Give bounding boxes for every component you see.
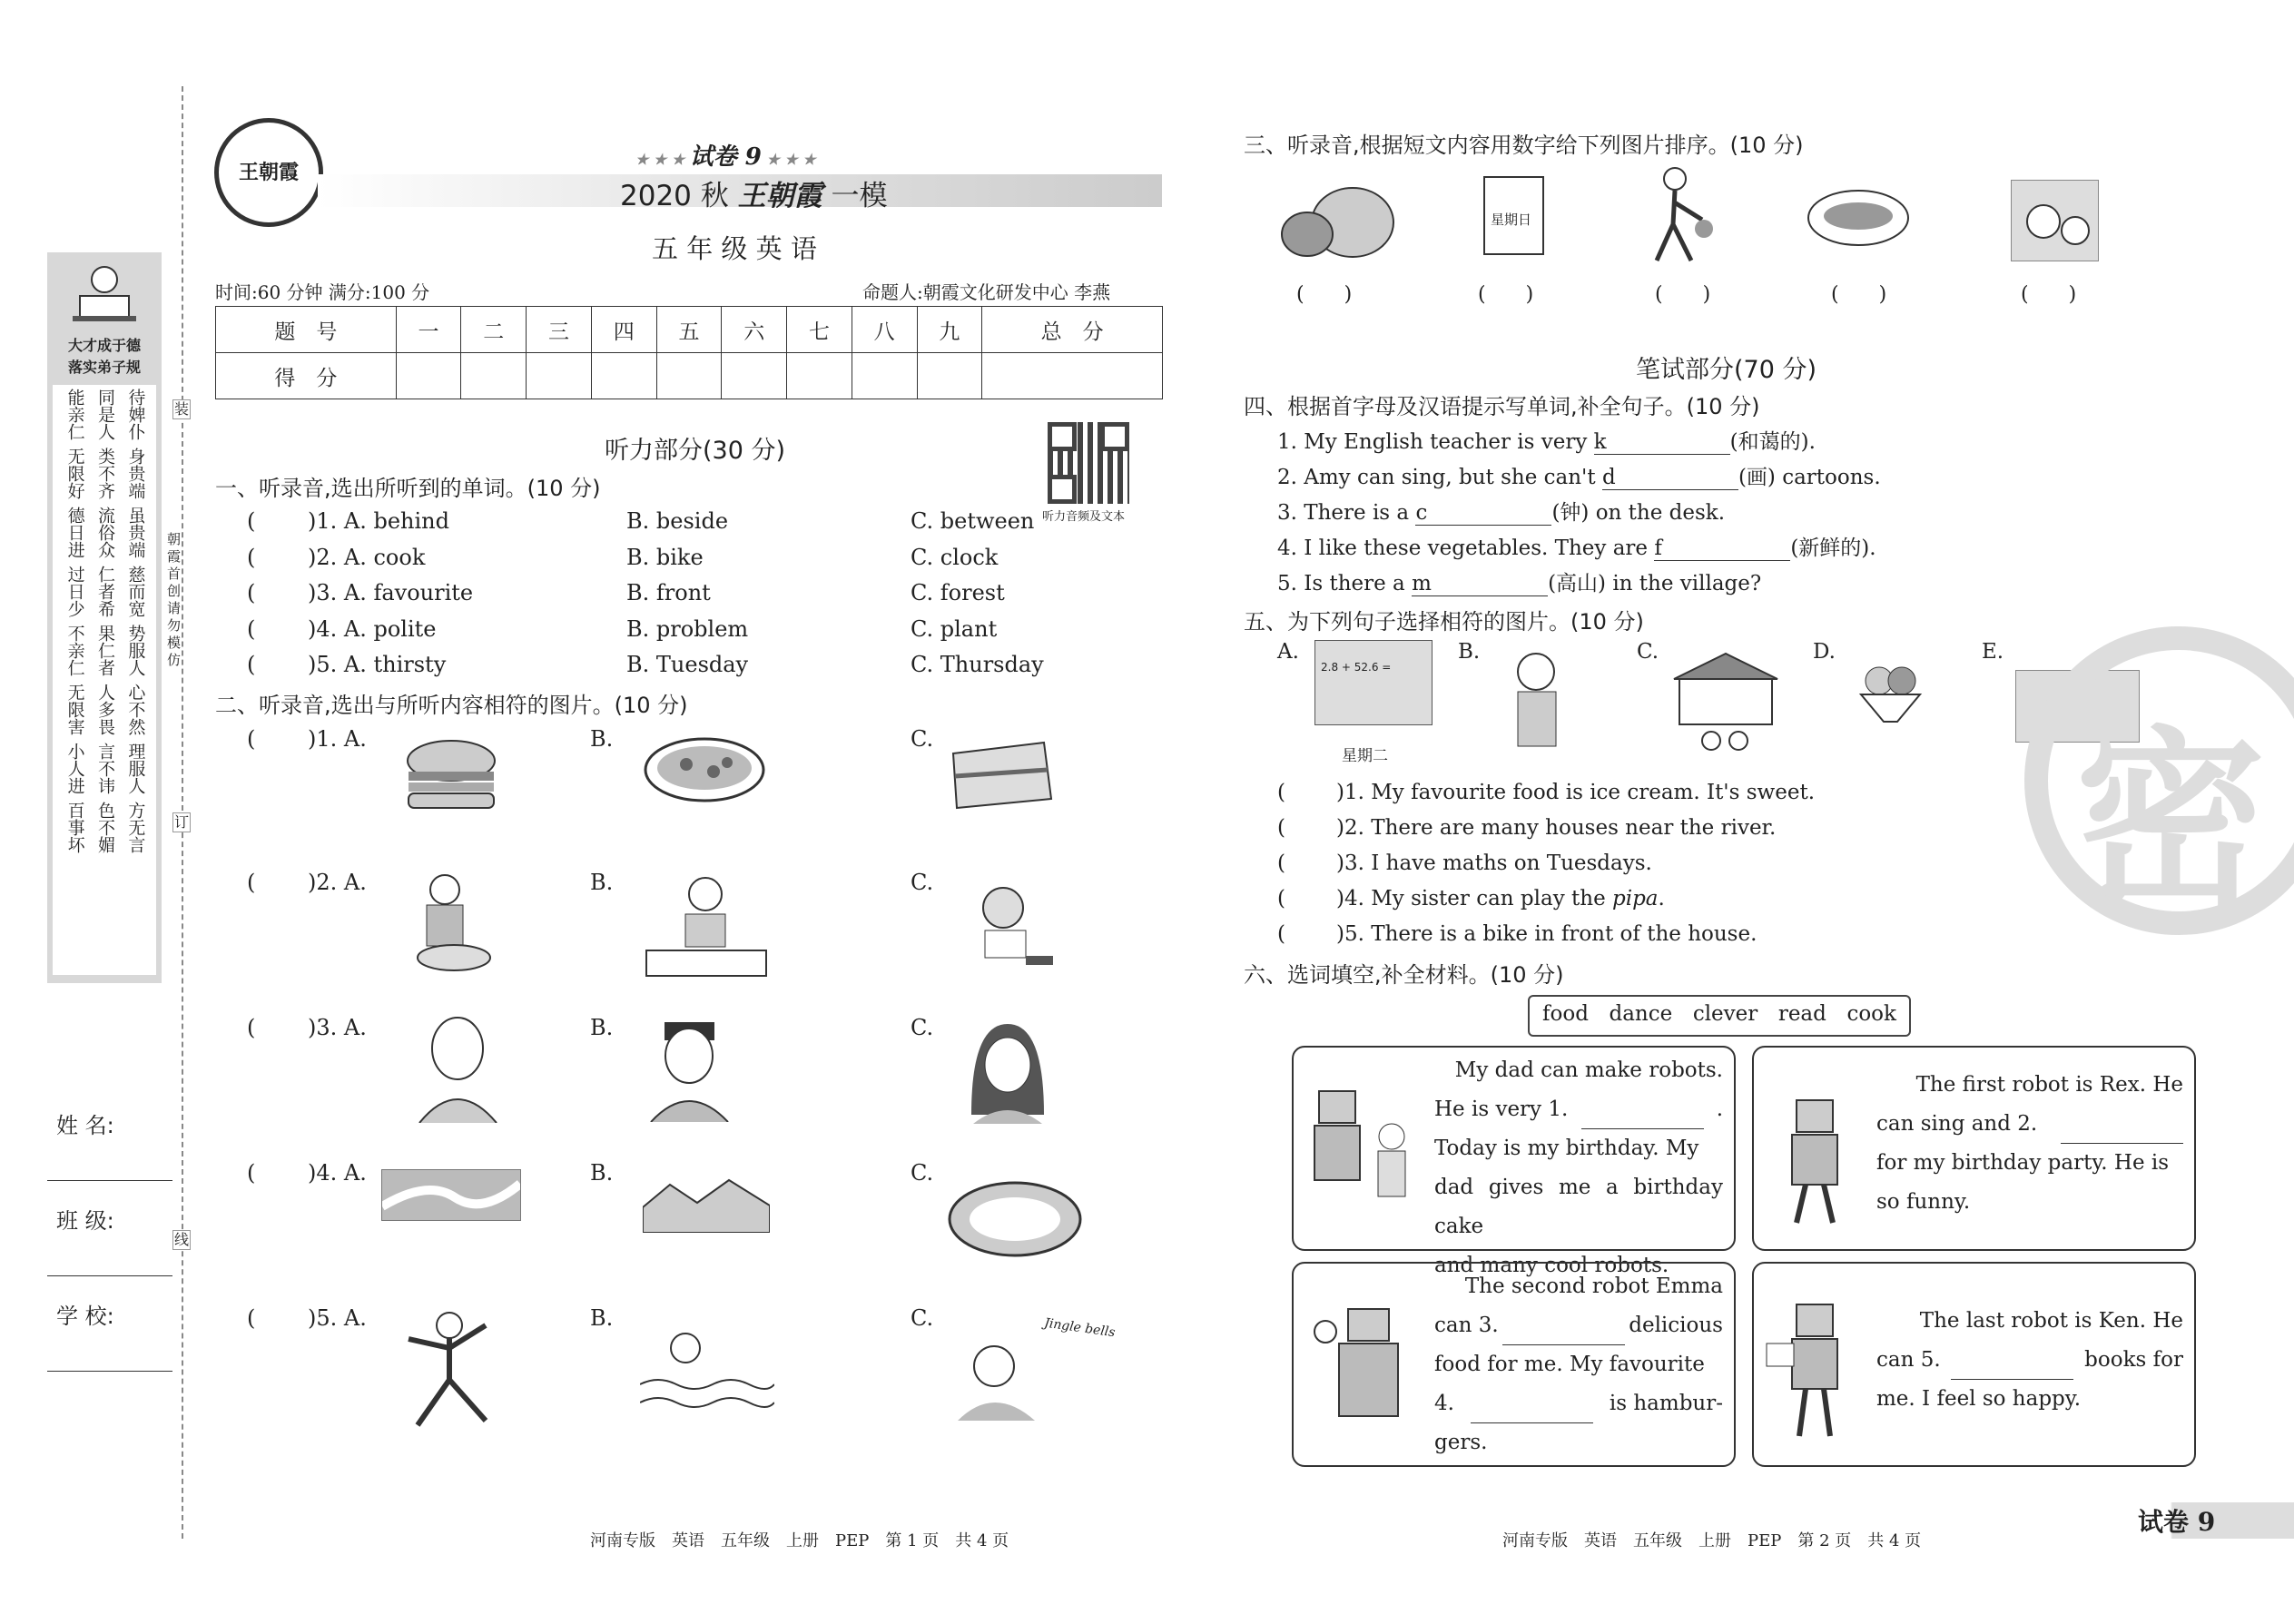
word-box-word: food: [1542, 1002, 1589, 1026]
sec4-question: 5. Is there a m (高山) in the village?: [1277, 572, 1762, 595]
sec3-answer-blank[interactable]: ( ): [1478, 283, 1534, 306]
poem-cell: 虽贵端: [125, 507, 146, 558]
sec1-option-b: B. Tuesday: [626, 652, 749, 677]
answer-paren[interactable]: (: [247, 580, 256, 605]
poem-cell: 言不讳: [94, 743, 115, 794]
sec4-answer-field[interactable]: d: [1602, 466, 1738, 490]
word-box-word: dance: [1609, 1002, 1673, 1026]
score-input-cell[interactable]: [461, 353, 527, 399]
score-header-cell: 四: [591, 307, 656, 353]
author-info: 命题人:朝霞文化研发中心 李燕: [862, 281, 1111, 303]
poem-cell: 百事坏: [64, 802, 85, 853]
sec2-option-a-label: )1. A.: [308, 726, 367, 752]
pic-pandas: [2011, 180, 2099, 261]
title-brand: 王朝霞: [737, 180, 822, 212]
sec5-sentence: )1. My favourite food is ice cream. It's sweet.: [1336, 781, 1816, 804]
pic-drawing: [962, 876, 1062, 976]
score-input-cell[interactable]: [982, 353, 1163, 399]
score-header-cell: 总 分: [982, 307, 1163, 353]
binding-mark-2: 订: [173, 813, 189, 831]
sec4-answer-field[interactable]: f: [1654, 536, 1790, 561]
robot-illustration-2: [1765, 1082, 1865, 1227]
footer-left: 河南专版 英语 五年级 上册 PEP 第 1 页 共 4 页: [590, 1531, 1009, 1550]
word-box: [1528, 995, 1911, 1037]
school-label: 学 校:: [56, 1304, 114, 1329]
sec2-option-a-label: )4. A.: [308, 1160, 367, 1186]
answer-paren[interactable]: (: [247, 616, 256, 642]
sec2-option-c-label: C.: [911, 726, 934, 752]
answer-paren[interactable]: (: [1277, 816, 1285, 840]
slogan-2: 落实弟子规: [67, 359, 141, 376]
poem-cell: 仁者希: [94, 566, 115, 617]
story-3-text: The second robot Emma can 3. delicious food for me. My favourite 4. is hambur- gers.: [1434, 1275, 1723, 1454]
series-text: 试卷 9: [689, 143, 762, 171]
score-header-cell: 一: [396, 307, 461, 353]
sec4-question: 2. Amy can sing, but she can't d (画) cartoons.: [1277, 466, 1881, 489]
name-field[interactable]: [47, 1180, 172, 1181]
poem-cell: 德日进: [64, 507, 85, 558]
poem-cell: 理服人: [125, 743, 146, 794]
exam-subtitle: 五 年 级 英 语: [652, 233, 817, 264]
poem-box: [53, 385, 156, 975]
pic-salad: [641, 735, 768, 812]
score-header-cell: 三: [527, 307, 592, 353]
score-header-cell: 题 号: [216, 307, 397, 353]
score-input-cell[interactable]: [852, 353, 917, 399]
story-4-blank-5[interactable]: [1951, 1341, 2073, 1380]
story-box-2: [1752, 1046, 2196, 1251]
sec2-option-b-label: B.: [590, 1160, 614, 1186]
sec5-title: 五、为下列句子选择相符的图片。(10 分): [1244, 609, 1644, 635]
sec1-option-b: B. beside: [626, 508, 729, 534]
sec2-option-c-label: C.: [911, 870, 934, 895]
sec2-option-c-label: C.: [911, 1015, 934, 1040]
sec1-option-c: C. plant: [911, 616, 998, 642]
story-3-blank-4[interactable]: [1471, 1384, 1593, 1423]
score-header-cell: 二: [461, 307, 527, 353]
poem-cell: 同是人: [94, 389, 115, 440]
sec5-pic-b: [1498, 645, 1575, 755]
poem-cell: 不亲仁: [64, 625, 85, 676]
poem-cell: 无限害: [64, 684, 85, 735]
pic-mountains: [643, 1171, 770, 1233]
sec1-option-c: C. clock: [911, 545, 999, 570]
poem-cell: 过日少: [64, 566, 85, 617]
sec5-option-label: A.: [1277, 640, 1299, 664]
answer-paren[interactable]: (: [1277, 922, 1285, 946]
answer-paren[interactable]: (: [247, 545, 256, 570]
score-input-cell[interactable]: [787, 353, 852, 399]
sec5-pic-d: [1852, 658, 1929, 735]
scholar-illustration: [67, 260, 142, 330]
listening-heading: 听力部分(30 分): [605, 437, 786, 465]
poem-cell: 无限好: [64, 448, 85, 499]
pic-young-man: [646, 1015, 733, 1122]
score-label-cell: 得 分: [216, 353, 397, 399]
answer-paren[interactable]: (: [1277, 781, 1285, 804]
poem-cell: 势服人: [125, 625, 146, 676]
poem-cell: 人多畏: [94, 684, 115, 735]
robot-illustration-3: [1303, 1291, 1421, 1445]
sec5-option-label: C.: [1637, 640, 1659, 664]
robot-illustration-1: [1301, 1082, 1428, 1218]
sec2-option-a-label: )3. A.: [308, 1015, 367, 1040]
jingle-text: Jingle bells: [1043, 1315, 1117, 1341]
poem-cell: 身贵端: [125, 448, 146, 499]
slogan-1: 大才成于德: [67, 337, 141, 354]
sec1-option-a: )2. A. cook: [308, 545, 426, 570]
answer-paren[interactable]: (: [1277, 887, 1285, 910]
pic-sandwich: [944, 735, 1058, 817]
sec2-option-b-label: B.: [590, 870, 614, 895]
poem-cell: 待婢仆: [125, 389, 146, 440]
footer-right: 河南专版 英语 五年级 上册 PEP 第 2 页 共 4 页: [1502, 1531, 1922, 1550]
pic-grandpa: [410, 1012, 506, 1123]
answer-paren[interactable]: (: [247, 1160, 256, 1186]
sec4-answer-field[interactable]: k: [1594, 430, 1730, 455]
story-4-text: The last robot is Ken. He can 5. books for me. I feel so happy.: [1876, 1309, 2183, 1411]
poem-cell: 方无言: [125, 802, 146, 853]
pic-kungfu: [399, 1307, 499, 1434]
sec2-option-b-label: B.: [590, 1305, 614, 1331]
sec1-option-c: C. forest: [911, 580, 1005, 605]
sec2-option-b-label: B.: [590, 1015, 614, 1040]
sec5-sentence: )2. There are many houses near the river.: [1336, 816, 1777, 840]
time-info: 时间:60 分钟 满分:100 分: [215, 281, 430, 303]
sec1-option-a: )3. A. favourite: [308, 580, 474, 605]
pic-calendar: [1480, 168, 1548, 259]
score-input-cell[interactable]: [656, 353, 722, 399]
series-label: ★ ★ ★ 试卷 9 ★ ★ ★: [635, 143, 816, 171]
poem-grid: [60, 389, 151, 861]
qr-code[interactable]: [1048, 422, 1129, 504]
binding-mark-1: 装: [173, 400, 189, 418]
score-header-cell: 五: [656, 307, 722, 353]
pic-lake: [944, 1165, 1085, 1260]
sec5-pic-c: [1670, 652, 1781, 753]
sec5-sentence: )4. My sister can play the pipa.: [1336, 887, 1665, 910]
slogan-panel: [47, 252, 162, 983]
story-1-blank-1[interactable]: [1581, 1090, 1704, 1129]
score-input-cell[interactable]: [917, 353, 982, 399]
answer-paren[interactable]: (: [247, 652, 256, 677]
sec4-answer-field[interactable]: c: [1415, 501, 1551, 526]
sec1-option-b: B. front: [626, 580, 711, 605]
score-table-score-row: [216, 353, 1163, 399]
class-field[interactable]: [47, 1275, 172, 1276]
sec4-title: 四、根据首字母及汉语提示写单词,补全句子。(10 分): [1244, 394, 1760, 419]
score-input-cell[interactable]: [527, 353, 592, 399]
sec5-pic-a: 2.8 + 52.6 =: [1314, 640, 1433, 725]
logo-text: 王朝霞: [238, 161, 299, 184]
calendar-text: 星期日: [1491, 212, 1532, 228]
word-box-words: [1542, 1002, 1896, 1026]
sec3-title: 三、听录音,根据短文内容用数字给下列图片排序。(10 分): [1244, 133, 1804, 158]
exam-title: [620, 172, 887, 213]
poem-cell: 果仁者: [94, 625, 115, 676]
sec1-option-b: B. bike: [626, 545, 704, 570]
school-field[interactable]: [47, 1371, 172, 1372]
sec5-option-label: E.: [1982, 640, 2004, 664]
sec2-option-b-label: B.: [590, 726, 614, 752]
word-box-word: read: [1777, 1002, 1826, 1026]
sec4-question: 4. I like these vegetables. They are f (新鲜的).: [1277, 536, 1876, 560]
sec3-answer-blank[interactable]: ( ): [1296, 283, 1353, 306]
binding-note: 朝霞首创 请勿模仿: [167, 531, 182, 668]
score-header-cell: 六: [722, 307, 787, 353]
sec3-answer-blank[interactable]: ( ): [1655, 283, 1711, 306]
binding-mark-3: 线: [173, 1231, 189, 1248]
name-label: 姓 名:: [56, 1113, 114, 1138]
sec2-option-c-label: C.: [911, 1305, 934, 1331]
pic-reading: [642, 867, 771, 980]
qr-caption: 听力音频及文本: [1042, 510, 1126, 524]
written-heading: 笔试部分(70 分): [1636, 356, 1817, 384]
brand-logo: [214, 118, 323, 227]
title-prefix: 2020 秋: [620, 180, 729, 212]
story-box-4: [1752, 1262, 2196, 1467]
story-2-text: The first robot is Rex. He can sing and 2. for my birthday party. He is so funny.: [1876, 1073, 2183, 1214]
sec5-option-label: D.: [1813, 640, 1836, 664]
score-input-cell[interactable]: [396, 353, 461, 399]
word-box-word: cook: [1846, 1002, 1896, 1026]
sec5-sentence: )3. I have maths on Tuesdays.: [1336, 851, 1652, 875]
score-input-cell[interactable]: [722, 353, 787, 399]
pic-swimming: [640, 1321, 774, 1421]
robot-illustration-4: [1765, 1291, 1865, 1445]
poem-cell: 类不齐: [94, 448, 115, 499]
sec1-option-a: )1. A. behind: [308, 508, 449, 534]
confidential-watermark: 密: [2024, 626, 2294, 935]
page-tab-text: 试卷 9: [2138, 1507, 2216, 1537]
sec2-title: 二、听录音,选出与所听内容相符的图片。(10 分): [215, 693, 688, 718]
answer-paren[interactable]: (: [247, 508, 256, 534]
answer-paren[interactable]: (: [247, 726, 256, 752]
page-tab: [2088, 1502, 2294, 1539]
answer-paren[interactable]: (: [1277, 851, 1285, 875]
pic-woman: [962, 1015, 1053, 1124]
pic-hamburger: [401, 735, 501, 817]
word-box-word: clever: [1692, 1002, 1758, 1026]
sec5-sentence: )5. There is a bike in front of the house.: [1336, 922, 1757, 946]
pic-fish: [1807, 182, 1911, 250]
sec1-option-b: B. problem: [626, 616, 749, 642]
sec1-option-a: )4. A. polite: [308, 616, 437, 642]
sec2-option-a-label: )5. A.: [308, 1305, 367, 1331]
score-input-cell[interactable]: [591, 353, 656, 399]
poem-cell: 小人进: [64, 743, 85, 794]
pic-fruit: [1275, 172, 1398, 263]
story-1-text: My dad can make robots. He is very 1. . Today is my birthday. My dad gives me a birthday cake and many cool robots.: [1434, 1058, 1723, 1277]
poem-cell: 心不然: [125, 684, 146, 735]
answer-paren[interactable]: (: [247, 1305, 256, 1331]
sec1-option-c: C. Thursday: [911, 652, 1044, 677]
pic-basketball: [1639, 165, 1716, 263]
story-box-3: [1292, 1262, 1736, 1467]
sec3-answer-blank[interactable]: ( ): [1831, 283, 1887, 306]
class-label: 班 级:: [56, 1208, 114, 1234]
story-3-blank-3[interactable]: [1502, 1306, 1625, 1345]
title-suffix: 一模: [831, 180, 888, 212]
poem-cell: 能亲仁: [64, 389, 85, 440]
sec5-option-label: B.: [1458, 640, 1481, 664]
sec4-question: 1. My English teacher is very k (和蔼的).: [1277, 430, 1816, 454]
score-header-cell: 九: [917, 307, 982, 353]
sec1-option-c: C. between: [911, 508, 1035, 534]
sec2-option-c-label: C.: [911, 1160, 934, 1186]
sec1-option-a: )5. A. thirsty: [308, 652, 447, 677]
story-2-blank-2[interactable]: [2061, 1105, 2183, 1144]
score-header-cell: 七: [787, 307, 852, 353]
answer-paren[interactable]: (: [247, 870, 256, 895]
sec6-title: 六、选词填空,补全材料。(10 分): [1244, 962, 1564, 988]
score-header-cell: 八: [852, 307, 917, 353]
poem-cell: 慈而宽: [125, 566, 146, 617]
sec1-title: 一、听录音,选出所听到的单词。(10 分): [215, 476, 601, 501]
story-box-1: [1292, 1046, 1736, 1277]
poem-cell: 色不媚: [94, 802, 115, 853]
poem-cell: 流俗众: [94, 507, 115, 558]
sec3-answer-blank[interactable]: ( ): [2021, 283, 2077, 306]
answer-paren[interactable]: (: [247, 1015, 256, 1040]
sec5-pic-a-caption: 星期二: [1342, 747, 1388, 765]
sec4-answer-field[interactable]: m: [1412, 572, 1548, 596]
pic-cooking: [399, 867, 495, 980]
score-table: [215, 306, 1163, 399]
sec2-option-a-label: )2. A.: [308, 870, 367, 895]
sec4-question: 3. There is a c (钟) on the desk.: [1277, 501, 1726, 525]
pic-river: [381, 1169, 521, 1221]
pic-singing: [953, 1315, 1117, 1421]
score-table-header-row: [216, 307, 1163, 353]
